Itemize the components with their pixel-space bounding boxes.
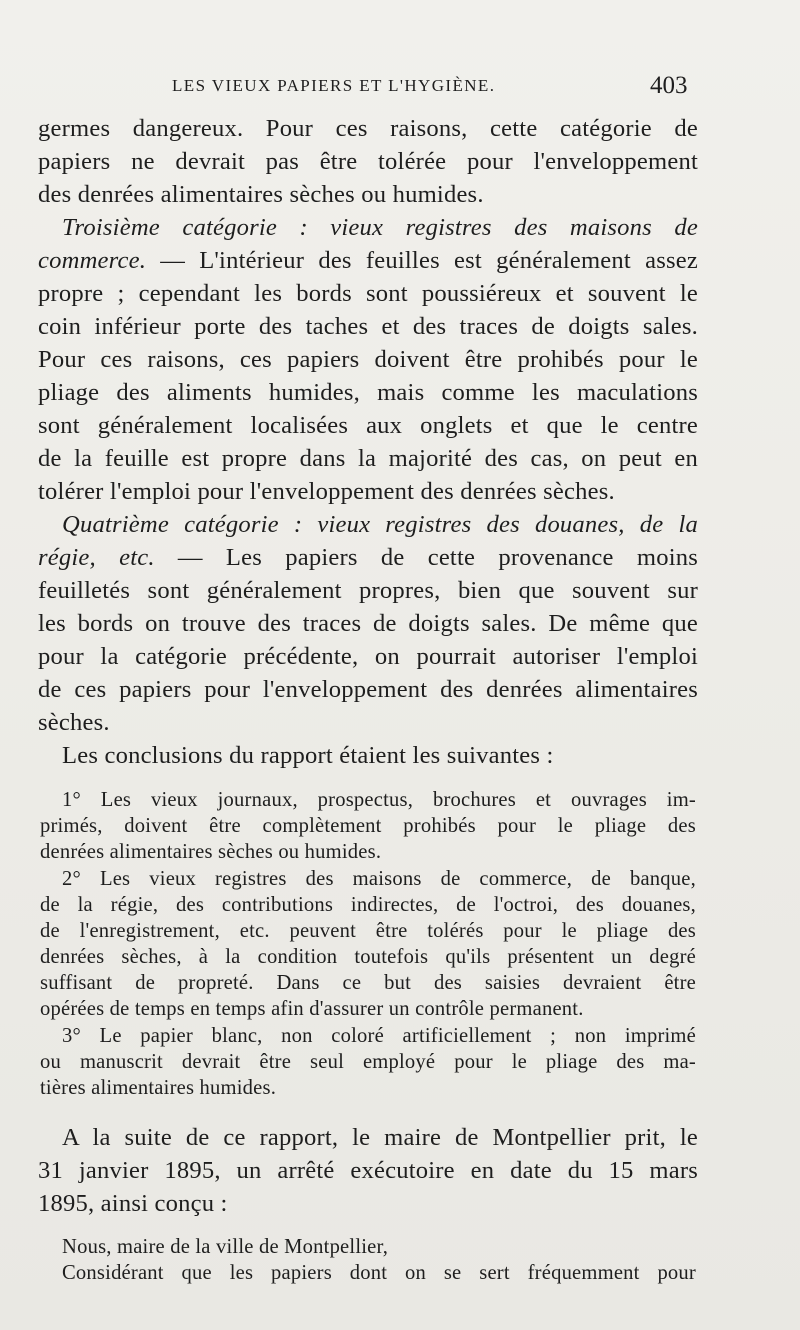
conclusion-line: de l'enregistrement, etc. peuvent être tolérés pour le pliage des: [40, 920, 696, 942]
text-line: pliage des aliments humides, mais comme les maculations: [38, 379, 698, 406]
text-line: sèches.: [38, 709, 110, 736]
text-line: feuilletés sont généralement propres, bien que souvent sur: [38, 577, 698, 604]
text-line: A la suite de ce rapport, le maire de Montpellier prit, le: [62, 1124, 698, 1151]
page-number: 403: [650, 72, 688, 99]
section-heading: Quatrième catégorie : vieux registres des douanes, de la: [62, 511, 698, 538]
text-line: 31 janvier 1895, un arrêté exécutoire en date du 15 mars: [38, 1157, 698, 1184]
conclusion-line: 3° Le papier blanc, non coloré artificiellement ; non imprimé: [62, 1025, 696, 1047]
text-line: Les conclusions du rapport étaient les suivantes :: [62, 742, 554, 769]
text-line: 1895, ainsi conçu :: [38, 1190, 228, 1217]
text-line: propre ; cependant les bords sont poussiéreux et souvent le: [38, 280, 698, 307]
conclusion-line: 2° Les vieux registres des maisons de commerce, de banque,: [62, 868, 696, 890]
conclusion-line: tières alimentaires humides.: [40, 1077, 277, 1099]
text-line: papiers ne devrait pas être tolérée pour l'enveloppement: [38, 148, 698, 175]
section-heading-cont: commerce.: [38, 247, 147, 274]
conclusion-line: denrées alimentaires sèches ou humides.: [40, 841, 382, 863]
text-line: des denrées alimentaires sèches ou humides.: [38, 181, 484, 208]
text-line: coin inférieur porte des taches et des traces de doigts sales.: [38, 313, 698, 340]
text-line: Pour ces raisons, ces papiers doivent être prohibés pour le: [38, 346, 698, 373]
text-line: germes dangereux. Pour ces raisons, cette catégorie de: [38, 115, 698, 142]
conclusion-line: 1° Les vieux journaux, prospectus, brochures et ouvrages im-: [62, 789, 696, 811]
section-heading-cont: régie, etc.: [38, 544, 155, 571]
section-heading: Troisième catégorie : vieux registres des maisons de: [62, 214, 698, 241]
text-span: — Les papiers de cette provenance moins: [154, 544, 699, 571]
conclusion-line: de la régie, des contributions indirectes, de l'octroi, des douanes,: [40, 894, 696, 916]
text-line: de la feuille est propre dans la majorité des cas, on peut en: [38, 445, 698, 472]
decree-line: Nous, maire de la ville de Montpellier,: [62, 1236, 389, 1258]
conclusion-line: denrées sèches, à la condition toutefois qu'ils présentent un degré: [40, 946, 696, 968]
text-line: de ces papiers pour l'enveloppement des denrées alimentaires: [38, 676, 698, 703]
text-line: [38, 544, 698, 572]
text-span: — L'intérieur des feuilles est généralement assez: [146, 247, 698, 274]
text-line: tolérer l'emploi pour l'enveloppement des denrées sèches.: [38, 478, 615, 505]
conclusion-line: ou manuscrit devrait être seul employé pour le pliage des ma-: [40, 1051, 696, 1073]
text-line: sont généralement localisées aux onglets et que le centre: [38, 412, 698, 439]
text-line: [38, 247, 698, 275]
text-line: pour la catégorie précédente, on pourrait autoriser l'emploi: [38, 643, 698, 670]
conclusion-line: suffisant de propreté. Dans ce but des saisies devraient être: [40, 972, 696, 994]
conclusion-line: primés, doivent être complètement prohibés pour le pliage des: [40, 815, 696, 837]
page-header: [0, 72, 800, 102]
decree-line: Considérant que les papiers dont on se sert fréquemment pour: [62, 1262, 696, 1284]
running-title: LES VIEUX PAPIERS ET L'HYGIÈNE.: [172, 76, 496, 95]
text-line: les bords on trouve des traces de doigts sales. De même que: [38, 610, 698, 637]
conclusion-line: opérées de temps en temps afin d'assurer un contrôle permanent.: [40, 998, 584, 1020]
